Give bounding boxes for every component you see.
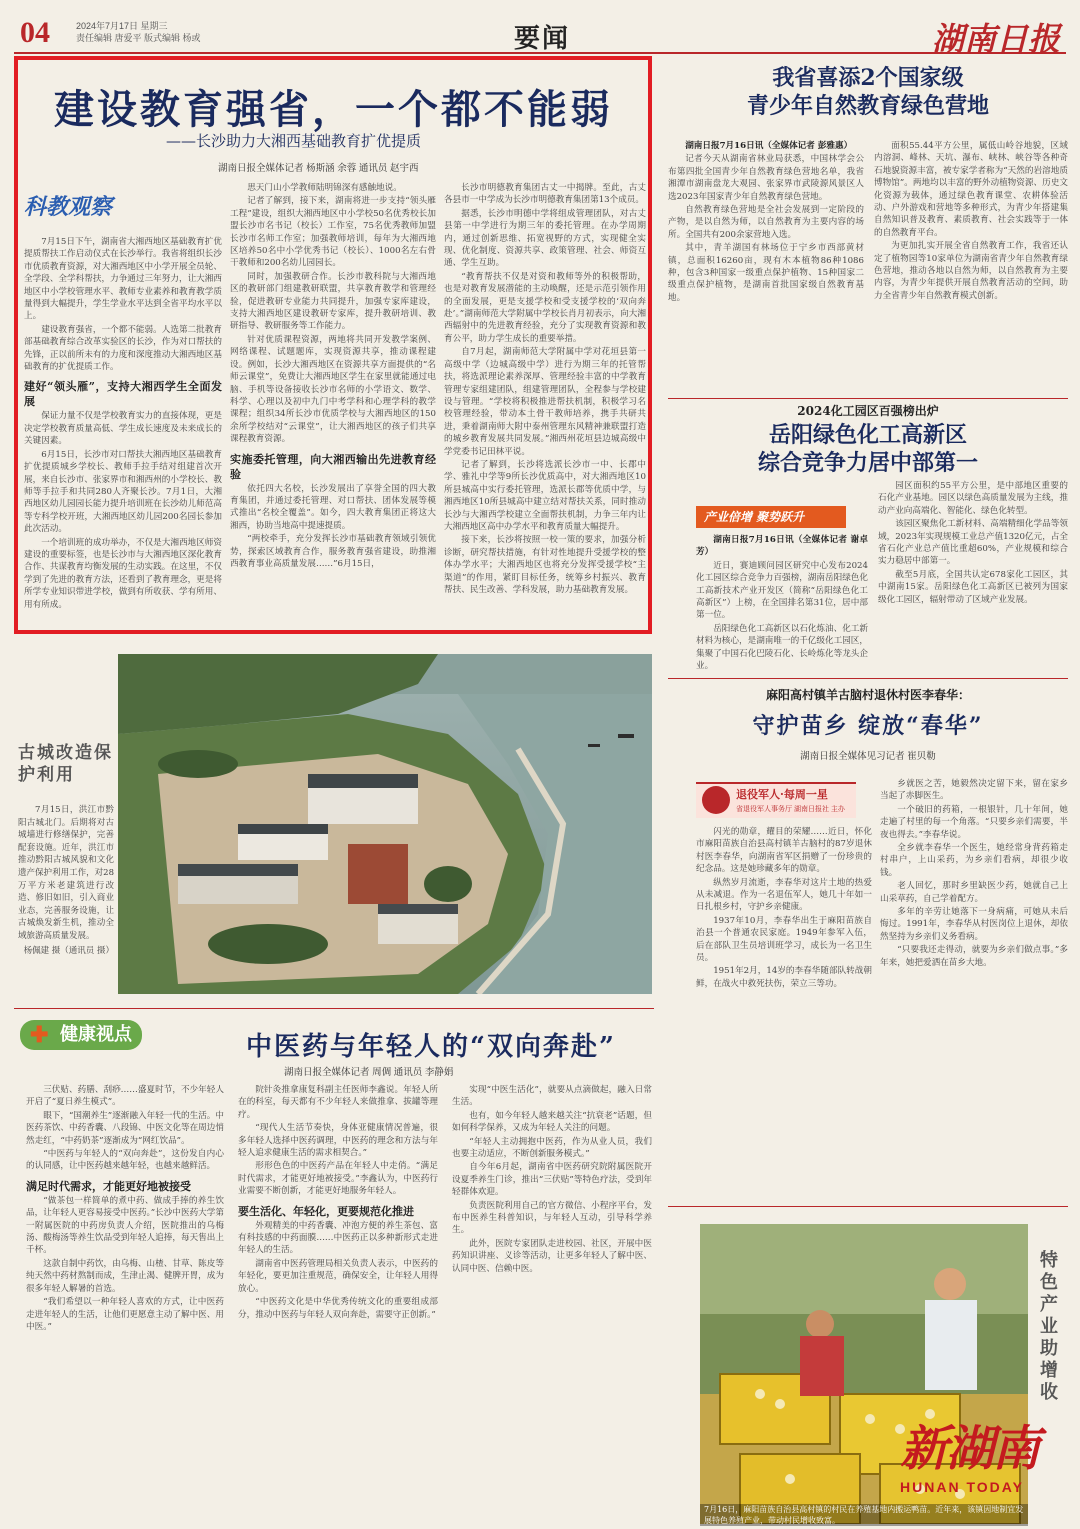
paragraph: 依托四大名校，长沙发展出了享誉全国的四大教育集团，并通过委托管理、对口帮扶、团体发展等模式推出“名校全覆盖”。如今，四大教育集团正将这大湘西，协助当地高中提速提质。 — [230, 483, 436, 531]
paragraph: “现代人生活节奏快，身体亚健康情况普遍，很多年轻人选择中医药调理，中医药的理念和方法与年轻人追求健康生活的需求相契合。” — [238, 1123, 438, 1159]
paragraph: 三伏贴、药膳、刮痧……盛夏时节，不少年轻人开启了“夏日养生模式”。 — [26, 1085, 224, 1108]
paragraph: 保证力量不仅是学校教育实力的直接体现，更是决定学校教育质量高低、学生成长速度及未来成长的关键因素。 — [24, 411, 222, 447]
paragraph: 针对优质课程资源，两地将共同开发教学案例、网络课程、试题题库，实现资源共享，推动课程建设。例如，长沙大湘西地区在资源共享方面提供的“名师云课堂”，免费让大湘西地区学生在家里就能通过电脑、手机等设备接收长沙市名师的小学语文、数学、科学、心理以及初中九门中考学科和心理学科的教学课程；组织34所长沙市优质学校与大湘西地区的150余所学校结对“云课堂”，让大湘西地区的孩子们共享课程教育资源。 — [230, 334, 436, 445]
paragraph: 形形色色的中医药产品在年轻人中走俏。“满足时代需求，才能更好地被接受。”李鑫认为，中医药行业需要不断创新，才能更好地服务年轻人。 — [238, 1161, 438, 1197]
paragraph: 1951年2月，14岁的李春华随部队转战朝鲜，在战火中救死扶伤，荣立三等功。 — [696, 966, 872, 989]
paragraph: 眼下，“国潮养生”逐渐融入年轻一代的生活。中医药茶饮、中药香囊、八段锦、中医文化等在周边悄然走红，“中药奶茶”逐渐成为“网红饮品”。 — [26, 1110, 224, 1146]
watermark-logo: 新湖南 — [900, 1421, 1039, 1477]
paragraph: 多年的辛劳让她落下一身病痛，可她从未后悔过。1991年，李春华从村医岗位上退休，却依然坚持为乡亲们义务看病。 — [880, 907, 1068, 942]
paragraph: 思天门山小学教师陆明锦深有感触地说。 — [247, 183, 402, 193]
article-kicker: 麻阳高村镇羊古脑村退休村医李春华： — [765, 688, 970, 702]
paragraph: 这款自制中药饮，由乌梅、山楂、甘草、陈皮等纯天然中药材熬制而成，生津止渴、健脾开胃，成为很多年轻人解暑的首选。 — [26, 1258, 224, 1294]
paragraph: 自7月起，湖南师范大学附属中学对花垣县第一高级中学（边城高级中学）进行为期三年的托管帮扶，将选派理论素养深厚、管理经验丰富的中学教育管理专家组建团队，组建管理团队，全程参与学校建设与管理。“学校将积极推进帮扶机制，积极学习名校管理经验，带动本土骨干教师培养，携手共研共进，秉着湖南师大附中泰州管理东风精神兼联盟打造的城乡教育发展共同发展。”湘西州花垣县边城高级中学党委书记田林平说。 — [444, 347, 646, 457]
photo-caption — [18, 804, 114, 957]
photo-caption: 7月16日，麻阳苗族自治县高村镇的村民在养殖基地内搬运鸭苗。近年来，该镇因地制宜发展特色养殖产业，带动村民增收致富。 — [700, 1504, 1028, 1526]
divider — [668, 1206, 1068, 1207]
paragraph: 闪光的勋章，耀目的荣耀……近日，怀化市麻阳苗族自治县高村镇羊古脑村的87岁退休村医李春华，向湖南省军区捐赠了一份珍贵的纪念品。这是她珍藏多年的勋章。 — [696, 827, 872, 875]
headline-line: 我省喜添2个国家级 — [772, 65, 964, 91]
paragraph: 也有，如今年轻人越来越关注“抗衰老”话题，但如何科学保养，又成为年轻人关注的问题。 — [452, 1110, 652, 1134]
section-subhead: 实施委托管理，向大湘西输出先进教育经验 — [230, 452, 436, 481]
paragraph: 园区面积约55平方公里，是中部地区重要的石化产业基地。园区以绿色高质量发展为主线，推动产业向高端化、智能化、绿色化转型。 — [878, 481, 1068, 516]
paragraph: 实现“中医生活化”，就要从点滴做起，融入日常生活。 — [452, 1085, 652, 1108]
paragraph: 据悉，长沙市明德中学将组成管理团队，对古丈县第一中学进行为期三年的委托管理。在办学周期内，通过创新思维、拓宽视野的方式，实现健全实现、优化制度、资源共享、政策管理、社会、师资互通、学生互助。 — [444, 208, 646, 269]
paragraph: 乡就医之苦，她毅然决定留下来，留在家乡当起了赤脚医生。 — [880, 779, 1068, 802]
tag-sponsors: 省退役军人事务厅 湖南日报社 主办 — [736, 806, 845, 813]
paragraph: 自然教育绿色营地是全社会发展到一定阶段的产物，是以自然为师，以自然教育为主要内容的场所。全国共有200余家营地入选。 — [668, 205, 864, 240]
paragraph: 一个破旧的药箱，一根银针，几十年间，她走遍了村里的每一个角落。“只要乡亲们需要，半夜也得去。”李春华说。 — [880, 804, 1068, 840]
dateline: 湖南日报7月16日讯（全媒体记者 谢卓芳） — [696, 535, 868, 558]
paragraph: 建设教育强省，一个都不能弱。人选第二批教育部基础教育综合改革实验区的长沙，作为对口帮扶的先锋，正以前所未有的力度和深度推动大湘西地区基础教育的扩优提质工作。 — [24, 324, 222, 373]
article-kicker: 2024化工园区百强榜出炉 — [797, 404, 939, 418]
headline-line: 综合竞争力居中部第一 — [757, 450, 978, 476]
feature-column-3 — [444, 182, 646, 628]
soldier-salute-icon — [702, 786, 730, 814]
paragraph: 老人回忆，那时乡里缺医少药，她就自己上山采草药，自己学着配方。 — [880, 881, 1068, 904]
paragraph: 纵然岁月流逝，李春华对这片土地的热爱从未减退。作为一名退伍军人，她几十年如一日扎根乡村，守护乡亲健康。 — [696, 877, 872, 913]
tag-title: 退役军人·每周一星 — [736, 788, 828, 801]
article-column-2 — [238, 1084, 438, 1515]
section-title: 要闻 — [514, 24, 571, 54]
article-column-1 — [696, 534, 868, 674]
section-subhead: 建好“领头雁”，支持大湘西学生全面发展 — [24, 380, 222, 409]
paragraph: 长沙市明德教育集团古丈一中揭牌。至此，古丈各县市一中学成为长沙市明德教育集团第13个成员。 — [444, 183, 646, 206]
article-column-2 — [880, 778, 1068, 1196]
dateline: 湖南日报7月16日讯（全媒体记者 彭雅惠） — [685, 141, 853, 151]
article-nature-education[interactable] — [668, 64, 1068, 394]
article-headline[interactable] — [668, 421, 1068, 477]
aerial-photo-ancient-town[interactable] — [118, 654, 652, 994]
hunan-today-watermark — [900, 1410, 1070, 1520]
paragraph: “只要我还走得动，就要为乡亲们做点事。”多年来，她把爱洒在苗乡大地。 — [880, 945, 1068, 968]
paragraph: “中医药与年轻人的“双向奔赴”，这份发自内心的认同感，让中医药越来越年轻，也越来越鲜活。 — [26, 1149, 224, 1172]
watermark-subtitle: HUNAN TODAY — [900, 1479, 1024, 1495]
paragraph: 岳阳绿色化工高新区以石化炼油、化工新材料为核心，是湖南唯一的千亿级化工园区，集聚了中国石化巴陵石化、长岭炼化等龙头企业。 — [696, 623, 868, 672]
article-byline: 湖南日报全媒体记者 周倜 通讯员 李静娟 — [284, 1067, 454, 1078]
paragraph: 该园区聚焦化工新材料、高端精细化学品等领域，2023年实现规模工业总产值1320亿元，占全省石化产业总产值比重超60%，产业规模和综合实力稳居中部第一。 — [878, 519, 1068, 567]
divider — [14, 1008, 654, 1009]
paragraph: 外观精美的中药香囊、冲泡方便的养生茶包、富有科技感的中药面膜……中医药正以多种新形式走进年轻人的生活。 — [238, 1220, 438, 1256]
feature-subheadline: ——长沙助力大湘西基础教育扩优提质 — [166, 132, 422, 150]
paragraph: 6月15日，长沙市对口帮扶大湘西地区基础教育扩优提质城乡学校长、教师手拉手结对组建首次开展，来自长沙市、张家界市和湘西州的小学校长、教师等手拉手和共同280人齐聚长沙。7月1日，大湘西地区幼儿园园长能力提升培训班在长沙幼儿师范高等专科学校开班，大湘西地区幼儿园200名园长参加此次活动。 — [24, 449, 222, 535]
paragraph: “年轻人主动拥抱中医药，作为从业人员，我们也要主动适应，不断创新服务模式。” — [452, 1136, 652, 1160]
column-tag: 产业倍增 聚势跃升 — [696, 506, 846, 528]
section-subhead: 要生活化、年轻化，更要规范化推进 — [238, 1204, 414, 1218]
article-column-1 — [26, 1084, 224, 1515]
paragraph: 湖南省中医药管理局相关负责人表示，中医药的年轻化，要更加注重规范，确保安全，让年轻人用得放心。 — [238, 1258, 438, 1294]
aerial-photo-illustration — [118, 654, 652, 994]
article-tcm-youth[interactable] — [14, 1020, 654, 1515]
feature-article[interactable] — [14, 56, 652, 634]
page-number: 04 — [20, 16, 50, 49]
paragraph: “做茶包一样简单的煮中药、做成手捧的养生饮品，让年轻人更容易接受中医药。”长沙中医药大学第一附属医院的中药房负责人介绍，医院推出的乌梅汤、酸梅汤等养生饮品受到年轻人追捧，每天售出上千杯。 — [26, 1195, 224, 1256]
column-logo-text: 健康视点 — [60, 1024, 132, 1045]
column-logo-health — [20, 1020, 142, 1050]
paragraph: 接下来，长沙将按照一校一策的要求，加强分析诊断，研究帮扶措施，有针对性地提升受援学校的整体办学水平；大湘西地区也将充分发挥受援学校“主渠道”的作用，紧盯目标任务，统筹乡村振兴、教育帮扶、民生改善、学科发展，助力基础教育发展。 — [444, 535, 646, 595]
paragraph: 记者了解到，接下来，湖南将进一步支持“领头雁工程”建设，组织大湘西地区中小学校50名优秀校长加盟长沙市名书记（校长）工作室，75名优秀教师加盟长沙市名师工作室；加强教师培训，每年为大湘西地区培养50名中小学优秀书记（校长）、1000名左右骨干教师和200名幼儿园园长。 — [230, 196, 436, 269]
photo-credit: 杨佩建 摄（通讯员 摄） — [23, 945, 114, 956]
paragraph: “我们希望以一种年轻人喜欢的方式，让中医药走进年轻人的生活，让他们更愿意主动了解中医、用中医。” — [26, 1297, 224, 1332]
medical-plus-icon: ✚ — [30, 1022, 49, 1048]
article-column-1 — [668, 140, 864, 390]
paragraph: 记者今天从湖南省林业局获悉，中国林学会公布第四批全国青少年自然教育绿色营地名单，我省湘潭市湖南盘龙大观园、张家界市武陵源风景区人选2023年国家青少年自然教育绿色营地。 — [668, 154, 864, 202]
paragraph: 负责医院利用自己的官方微信、小程序平台，发布中医养生科普知识，与年轻人互动，引导科学养生。 — [452, 1200, 652, 1236]
paragraph: “教育帮扶不仅是对资和教师等外的积极帮助，也是对教育发展潜能的主动唤醒，还是示范引领作用的全面发展，更是支援学校和受支援学校的‘双向奔赴’。”湖南师范大学附属中学校长肖月初表示，向大湘西辐射中的先进教育经验，充分了实现教育资源和教育公平，助力学生成长的重要举措。 — [444, 271, 646, 344]
article-headline[interactable]: 守护苗乡 绽放“春华” — [752, 713, 984, 739]
photo-feature-title-vertical: 特色产业助增收 — [1040, 1250, 1058, 1403]
column-tag-veteran — [696, 782, 856, 818]
paragraph: 一个培训班的成功举办，不仅是大湘西地区师资建设的重要标签，也是长沙市与大湘西地区深化教育合作、共谋教育均衡发展的生动实践。在这里，不仅学到了先进的教育方法，还看到了教育理念，更是将所学专业知识带进学校，做到有所收获、学有所用、用有所成。 — [24, 537, 222, 610]
paragraph: 此外，医院专家团队走进校园、社区，开展中医药知识讲座、义诊等活动，让更多年轻人了解中医、认同中医、信赖中医。 — [452, 1238, 652, 1274]
article-byline: 湖南日报全媒体见习记者 崔贝勒 — [800, 751, 936, 762]
divider — [668, 398, 1068, 399]
article-column-3 — [452, 1084, 652, 1515]
paragraph: 7月15日下午，湖南省大湘西地区基础教育扩优提质帮扶工作启动仪式在长沙举行。我省将组织长沙市优质教育资源，对大湘西地区中小学开展全员轮、全学段、全学科帮扶，力争通过三年努力，让大湘西地区中小学校管理水平、教师专业素养和教育教学质量得到大幅提升，学生学业水平达到全省平均水平以上。 — [24, 237, 222, 322]
divider — [668, 678, 1068, 679]
headline-line: 岳阳绿色化工高新区 — [768, 422, 967, 448]
editors-line: 责任编辑 唐爱平 版式编辑 杨或 — [76, 33, 201, 43]
paragraph: 全乡就李春华一个医生，她经常身背药箱走村串户，上山采药，为乡亲们看病，却很少收钱。 — [880, 843, 1068, 878]
paragraph: 面积55.44平方公里，属低山岭谷地貌，区域内溶洞、峰林、天坑、瀑布、峡林、峡谷等各种奇石地貌资源丰富，被专家学者称为“天然的岩溶地质博物馆”。两地均以丰富的野外动植物资源、历史文化资源为载体，通过绿色教育课堂、农耕体验活动、户外游戏和营地等多种形式，为青少年搭建集自然知识普及教育、素质教育、社会实践等于一体的自然教育平台。 — [874, 141, 1068, 238]
article-column-2 — [874, 140, 1068, 390]
paragraph: 其中，青羊湖国有林场位于宁乡市西部黄材镇，总面积16260亩，现有木本植物86种1086种，包含3种国家一级重点保护植物、15种国家二级重点保护植物，是湖南首批国家级自然教育基地。 — [668, 243, 864, 303]
caption-text: 7月15日，洪江市黔阳古城北门。后期将对古城墙进行修缮保护，完善配套设施。近年，洪江市推动黔阳古城风貌和文化遗产保护利用工作，对28万平方米老建筑进行改造、修旧如旧，引入商业业态，完善服务设施，让古城焕发新生机，推动全域旅游高质量发展。 — [18, 805, 114, 941]
paragraph: 院针灸推拿康复科副主任医师李鑫说。年轻人所在的科室，每天都有不少年轻人来做推拿、拔罐等理疗。 — [238, 1085, 438, 1120]
paragraph: 近日，赛迪顾问园区研究中心发布2024化工园区综合竞争力百强榜，湖南岳阳绿色化工高新技术产业开发区（简称“岳阳绿色化工高新区”）上榜，在全国排名第31位，居中部第一位。 — [696, 560, 868, 621]
photo-feature-title: 古城改造保护利用 — [18, 743, 113, 785]
date-line: 2024年7月17日 星期三 — [76, 21, 168, 31]
article-village-doctor[interactable] — [668, 686, 1068, 1196]
paragraph: 同时，加强教研合作。长沙市教科院与大湘西地区的教研部门组建教研联盟，共享教育教学和管理经验，促进教研专业能力共同提升，加强专家库建设，支持大湘西地区建设教研专家库，提升教研培训、教研指导、教研服务等工作能力。 — [230, 271, 436, 332]
section-subhead: 满足时代需求，才能更好地被接受 — [26, 1179, 191, 1193]
paper-logo: 湖南日报 — [931, 20, 1060, 58]
article-column-2 — [878, 480, 1068, 674]
feature-column-1 — [24, 236, 222, 628]
article-column-1 — [696, 826, 872, 1196]
masthead — [14, 14, 1066, 58]
paragraph: 截至5月底，全国共认定678家化工园区，其中湖南15家。岳阳绿色化工高新区已被列为国家级化工园区，辐射带动了区域产业发展。 — [878, 569, 1068, 605]
column-logo: 科教观察 — [24, 194, 113, 220]
headline-line: 青少年自然教育绿色营地 — [746, 93, 989, 119]
feature-byline: 湖南日报全媒体记者 杨斯涵 余蓉 通讯员 赵宇西 — [218, 163, 419, 174]
article-headline[interactable]: 中医药与年轻人的“双向奔赴” — [246, 1032, 616, 1062]
article-headline[interactable] — [668, 64, 1068, 120]
page-meta — [76, 20, 201, 44]
paragraph: 记者了解到，长沙将选派长沙市一中、长郡中学、雅礼中学等9所长沙优质高中，对大湘西地区10所县城高中实行委托管理，选派长郡等优质中学，与湘西地区10所县城高中建立结对帮扶关系，同时推动长沙与大湘西学校建立全面帮扶机制，力争三年内让大湘西地区高中办学水平和教育质量大幅提升。 — [444, 459, 646, 532]
paragraph: 自今年6月起，湖南省中医药研究院附属医院开设夏季养生门诊，推出“三伏贴”等特色疗法，受到年轻群体欢迎。 — [452, 1162, 652, 1198]
paragraph: “两校牵手，充分发挥长沙市基础教育领域引领优势，探索区域教育合作，服务教育强省建设，助推湘西教育事业高质量发展……”6月15日， — [230, 534, 436, 569]
article-chemical-park[interactable] — [668, 402, 1068, 674]
paragraph: “中医药文化是中华优秀传统文化的重要组成部分，推动中医药与年轻人双向奔赴，需要守正创新。” — [238, 1297, 438, 1320]
feature-column-2 — [230, 182, 436, 628]
paragraph: 1937年10月，李春华出生于麻阳苗族自治县一个普通农民家庭。1949年参军入伍，后在部队卫生员培训班学习，成长为一名卫生员。 — [696, 915, 872, 964]
feature-headline[interactable]: 建设教育强省，一个都不能弱 — [54, 86, 613, 133]
paragraph: 为更加扎实开展全省自然教育工作，我省还认定了植物园等10家单位为湖南省青少年自然教育绿色营地，推动各地以自然为师，以自然教育为主要内容，为青少年提供开展自然教育活动的空间，助力全省青少年自然教育模式创新。 — [874, 241, 1068, 301]
photo-feature[interactable] — [14, 646, 652, 996]
